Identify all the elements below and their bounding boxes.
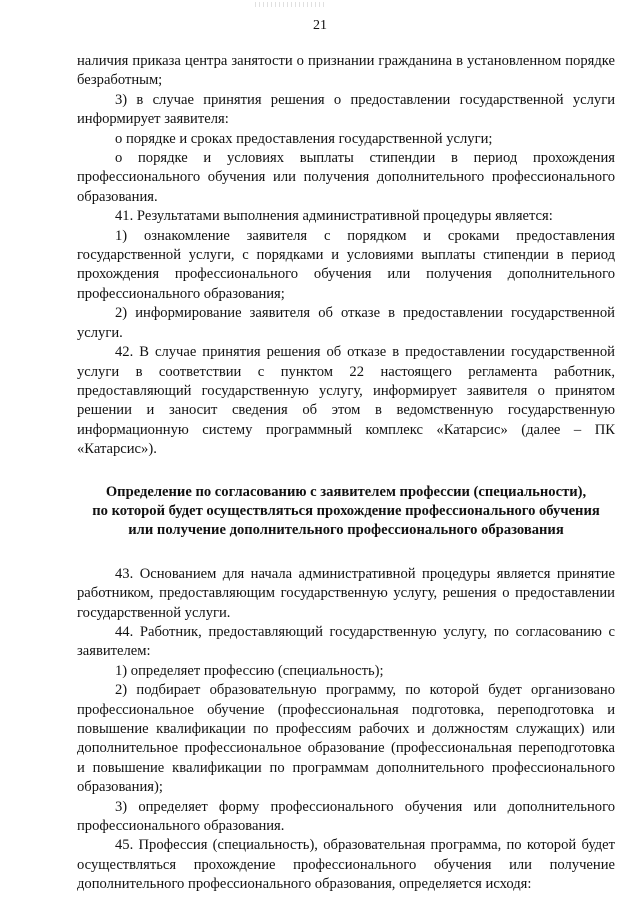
paragraph: о порядке и условиях выплаты стипендии в период прохождения профессионального обучения или получения дополнительного профессионального образования. [77,150,615,205]
paragraph: 41. Результатами выполнения административной процедуры является: [115,208,553,225]
page-number: 21 [313,18,327,33]
section-heading-line: Определение по согласованию с заявителем профессии (специальности), [105,483,587,500]
paragraph: 3) определяет форму профессионального обучения или дополнительного профессионального образования. [77,798,615,835]
document-body [77,52,615,895]
paragraph: наличия приказа центра занятости о признании гражданина в установленном порядке безработным; [77,53,615,89]
paragraph: 45. Профессия (специальность), образовательная программа, по которой будет осуществляться прохождение профессионального обучения или получение дополнительного профессионального образования, определяется исходя: [77,837,615,893]
paragraph: 1) определяет профессию (специальность); [115,662,384,679]
paragraph: 3) в случае принятия решения о предоставлении государственной услуги информирует заявителя: [77,91,615,128]
paragraph: 2) подбирает образовательную программу, по которой будет организовано профессиональное обучение (профессиональная подготовка, переподготовка и повышение квалификации по профессиям рабочих и должностям служащих) или дополнительное профессиональное образование (профессиональная переподготовка и повышение квалификации по программам дополнительного профессионального образования); [77,682,615,796]
paragraph: 44. Работник, предоставляющий государственную услугу, по согласованию с заявителем: [77,623,615,660]
paragraph: 2) информирование заявителя об отказе в предоставлении государственной услуги. [77,305,615,341]
section-heading-line: по которой будет осуществляться прохождение профессионального обучения [92,502,600,519]
section-heading [77,483,615,541]
paragraph: 43. Основанием для начала административной процедуры является принятие работником, предоставляющим государственную услугу, решения о предоставлении государственной услуги. [77,565,615,621]
section-heading-line: или получение дополнительного профессионального образования [128,522,564,539]
paragraph: 1) ознакомление заявителя с порядком и сроками предоставления государственной услуги, с порядками и условиями выплаты стипендии в период прохождения профессионального обучения или получения дополнительного профессионального образования; [77,227,615,302]
paragraph: 42. В случае принятия решения об отказе в предоставлении государственной услуги в соответствии с пунктом 22 настоящего регламента работник, предоставляющий государственную услугу, информирует заявителя о принятом решении и заносит сведения об этом в ведомственную государственную информационную систему программный комплекс «Катарсис» (далее – ПК «Катарсис»). [77,344,615,458]
scan-artifact [255,2,325,7]
paragraph: о порядке и сроках предоставления государственной услуги; [115,130,493,147]
